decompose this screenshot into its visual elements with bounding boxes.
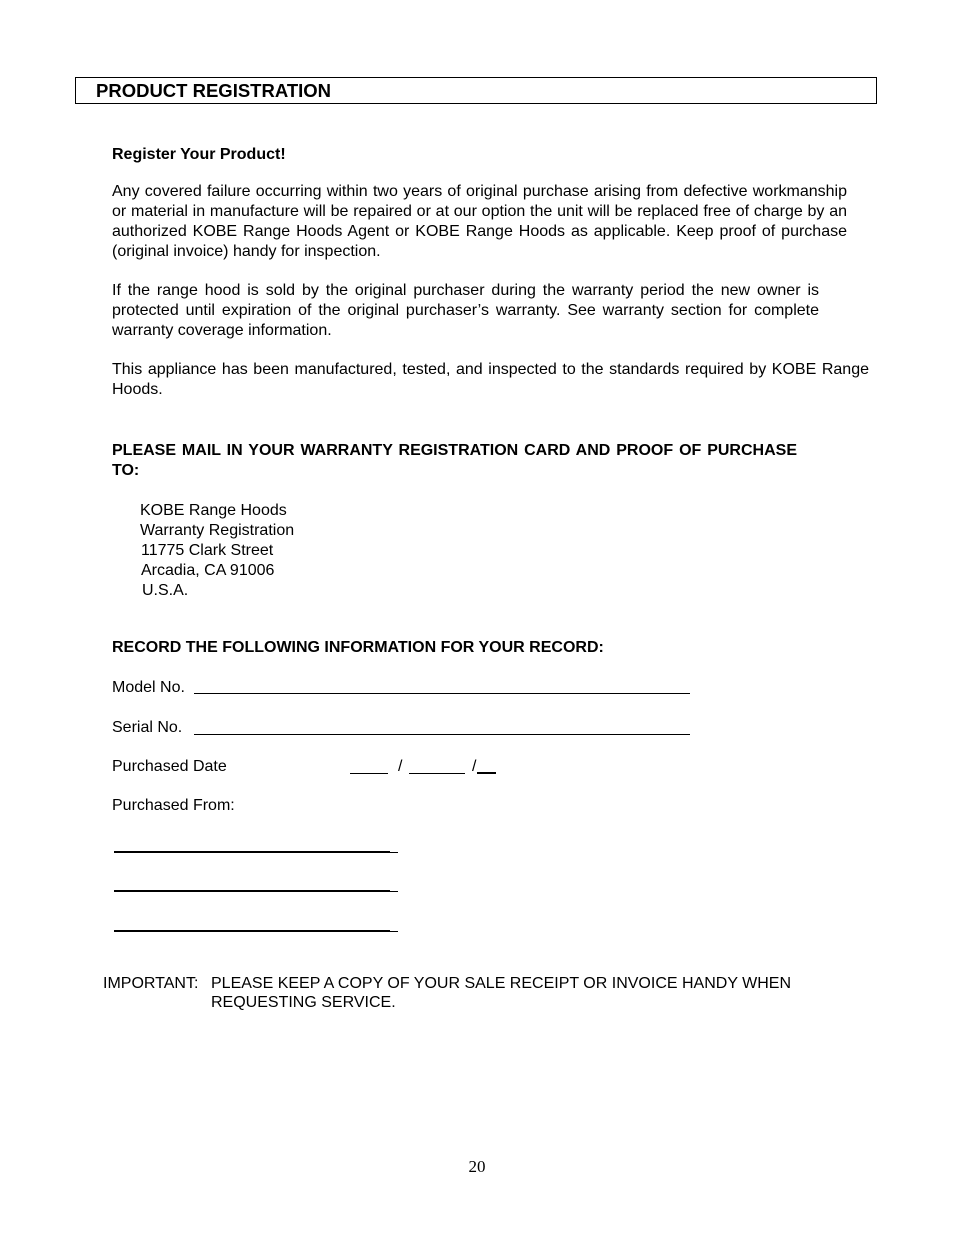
date-day-field[interactable] — [409, 773, 465, 774]
register-paragraph-2: If the range hood is sold by the original purchaser during the warranty period the new owner is protected until expiration of the original purchaser’s warranty. See warranty section for complete warranty coverage information. — [112, 282, 819, 339]
important-label: IMPORTANT: — [103, 975, 199, 992]
purchased-from-label: Purchased From: — [112, 797, 235, 814]
record-heading: RECORD THE FOLLOWING INFORMATION FOR YOUR RECORD: — [112, 639, 604, 656]
model-field[interactable] — [194, 693, 690, 694]
page-number: 20 — [468, 1157, 486, 1176]
section-title: PRODUCT REGISTRATION — [96, 80, 332, 101]
mailing-address — [140, 501, 294, 601]
date-separator: / — [398, 758, 403, 775]
address-line: Arcadia, CA 91006 — [141, 562, 275, 579]
address-line: U.S.A. — [142, 582, 189, 599]
serial-field[interactable] — [194, 734, 690, 735]
model-label: Model No. — [112, 679, 185, 696]
underline-tail — [390, 891, 398, 892]
underline-tail — [390, 931, 398, 932]
date-month-field[interactable] — [350, 773, 388, 774]
important-text-line-1: PLEASE KEEP A COPY OF YOUR SALE RECEIPT OR INVOICE HANDY WHEN — [211, 975, 792, 992]
address-line: KOBE Range Hoods — [140, 502, 287, 519]
model-row — [112, 678, 185, 698]
date-year-field[interactable] — [477, 772, 496, 774]
important-text-line-2: REQUESTING SERVICE. — [211, 994, 396, 1011]
purchased-from-line[interactable] — [114, 930, 390, 932]
register-heading: Register Your Product! — [112, 146, 286, 163]
purchased-from-line[interactable] — [114, 851, 390, 853]
underline-tail — [390, 852, 398, 853]
register-paragraph-1: Any covered failure occurring within two years of original purchase arising from defective workmanship or material in manufacture will be repaired or at our option the unit will be replaced free of charge by an authorized KOBE Range Hoods Agent or KOBE Range Hoods as applicable. Keep proof of purchase (original invoice) handy for inspection. — [112, 183, 847, 260]
date-separator: / — [472, 758, 477, 775]
mail-heading: PLEASE MAIL IN YOUR WARRANTY REGISTRATION CARD AND PROOF OF PURCHASE TO: — [112, 442, 797, 479]
purchased-from-line[interactable] — [114, 890, 390, 892]
address-line: Warranty Registration — [140, 522, 295, 539]
section-header-box — [75, 77, 877, 104]
serial-row — [112, 718, 182, 738]
serial-label: Serial No. — [112, 719, 183, 736]
date-label: Purchased Date — [112, 758, 227, 775]
address-line: 11775 Clark Street — [141, 542, 274, 559]
register-paragraph-3: This appliance has been manufactured, tested, and inspected to the standards required by KOBE Range Hoods. — [112, 361, 869, 398]
